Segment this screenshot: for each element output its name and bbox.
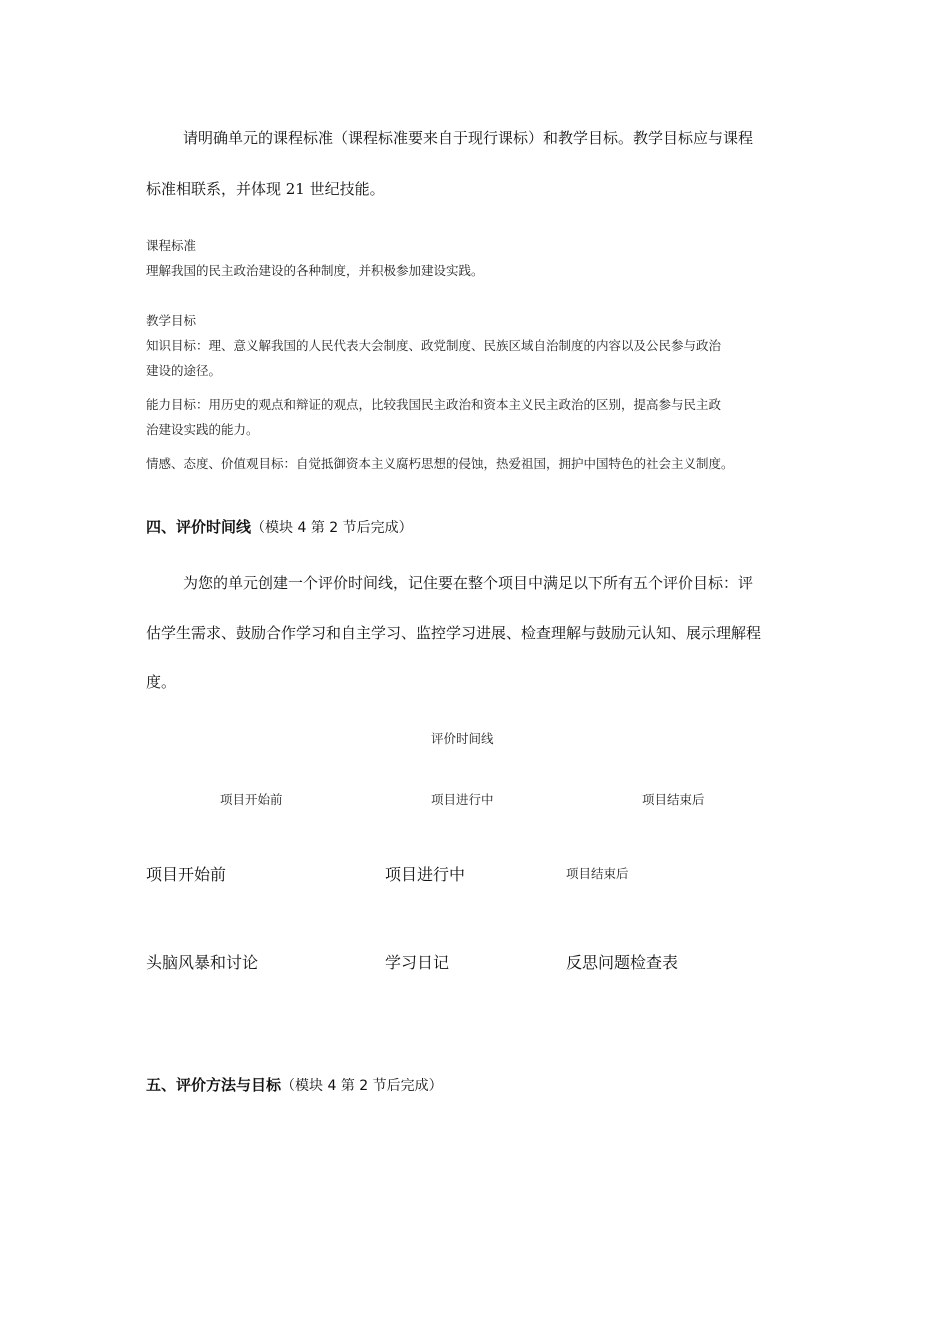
timeline-header-after: 项目结束后 bbox=[642, 792, 705, 807]
intro-line-2: 标准相联系，并体现 21 世纪技能。 bbox=[146, 180, 385, 198]
curriculum-title: 课程标准 bbox=[146, 238, 197, 253]
emotion-objective: 情感、态度、价值观目标：自觉抵御资本主义腐朽思想的侵蚀，热爱祖国，拥护中国特色的社会主义制度。 bbox=[146, 456, 734, 471]
objectives-title: 教学目标 bbox=[146, 313, 197, 328]
timeline-title: 评价时间线 bbox=[431, 731, 494, 746]
intro-line-1: 请明确单元的课程标准（课程标准要来自于现行课标）和教学目标。教学目标应与课程 bbox=[183, 129, 754, 147]
knowledge-objective-line-1: 知识目标：理、意义解我国的人民代表大会制度、政党制度、民族区域自治制度的内容以及公民参与政治 bbox=[146, 338, 722, 353]
timeline-row2-before: 头脑风暴和讨论 bbox=[146, 953, 259, 972]
timeline-header-during: 项目进行中 bbox=[431, 792, 494, 807]
timeline-header-before: 项目开始前 bbox=[220, 792, 283, 807]
section-5-note: （模块 4 第 2 节后完成） bbox=[281, 1078, 443, 1094]
ability-objective-line-2: 治建设实践的能力。 bbox=[146, 422, 259, 437]
timeline-row2-during: 学习日记 bbox=[385, 953, 450, 972]
section-4-para-line-1: 为您的单元创建一个评价时间线，记住要在整个项目中满足以下所有五个评价目标：评 bbox=[183, 574, 754, 592]
section-4-note: （模块 4 第 2 节后完成） bbox=[251, 520, 413, 536]
timeline-row1-during: 项目进行中 bbox=[385, 865, 466, 884]
knowledge-objective-line-2: 建设的途径。 bbox=[146, 363, 222, 378]
section-5-heading bbox=[146, 1074, 443, 1095]
ability-objective-line-1: 能力目标：用历史的观点和辩证的观点，比较我国民主政治和资本主义民主政治的区别，提高参与民主政 bbox=[146, 397, 722, 412]
section-4-title: 四、评价时间线 bbox=[146, 518, 252, 536]
section-4-heading bbox=[146, 516, 413, 537]
timeline-row2-after: 反思问题检查表 bbox=[566, 953, 679, 972]
curriculum-text: 理解我国的民主政治建设的各种制度，并积极参加建设实践。 bbox=[146, 263, 484, 278]
timeline-row1-after: 项目结束后 bbox=[566, 866, 629, 881]
timeline-row1-before: 项目开始前 bbox=[146, 865, 227, 884]
section-4-para-line-2: 估学生需求、鼓励合作学习和自主学习、监控学习进展、检查理解与鼓励元认知、展示理解程 bbox=[146, 624, 762, 642]
section-4-para-line-3: 度。 bbox=[146, 673, 177, 691]
section-5-title: 五、评价方法与目标 bbox=[146, 1076, 282, 1094]
